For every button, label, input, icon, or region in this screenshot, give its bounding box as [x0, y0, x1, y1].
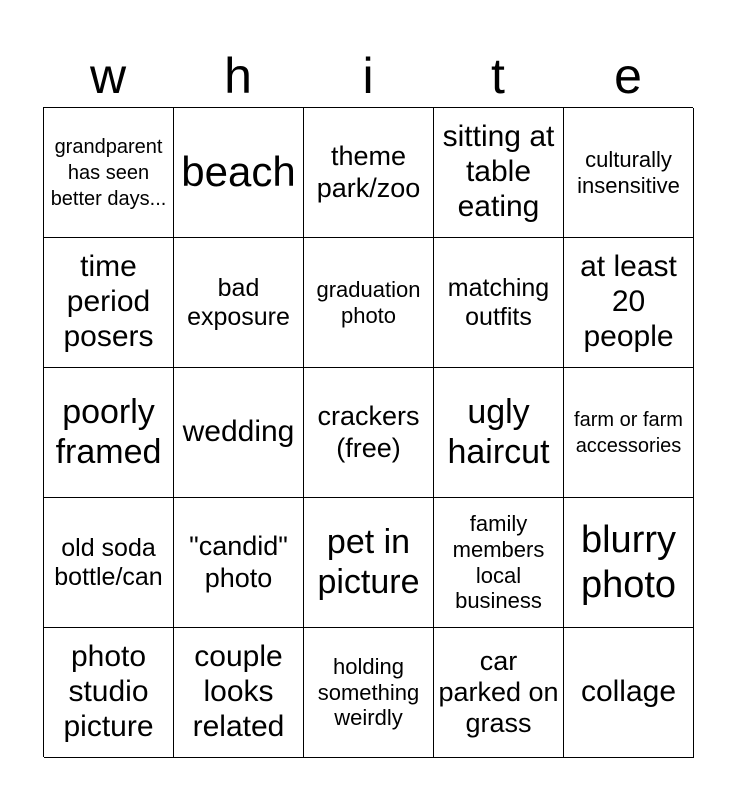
cell-text: sitting at table eating [442, 120, 555, 223]
header-letter-i: i [362, 48, 374, 104]
cell-text: car parked on grass [438, 645, 559, 739]
bingo-cell-r2c3[interactable] [304, 238, 434, 368]
bingo-cell-r4c5[interactable] [564, 498, 694, 628]
bingo-cell-r1c3[interactable] [304, 108, 434, 238]
bingo-cell-r4c3[interactable] [304, 498, 434, 628]
bingo-board [43, 107, 693, 757]
bingo-cell-r5c3[interactable] [304, 628, 434, 758]
cell-text: holding something weirdly [317, 654, 420, 731]
header-letter-t: t [491, 48, 505, 104]
cell-text: at least 20 people [580, 250, 677, 353]
cell-text: blurry photo [580, 519, 677, 606]
cell-text: culturally insensitive [577, 146, 680, 198]
bingo-cell-r5c1[interactable] [44, 628, 174, 758]
header-letter-w: w [89, 48, 127, 104]
cell-text: graduation photo [316, 276, 421, 328]
cell-text: pet in picture [317, 523, 420, 601]
bingo-cell-r1c2[interactable] [174, 108, 304, 238]
bingo-cell-r4c1[interactable] [44, 498, 174, 628]
cell-text: farm or farm accessories [574, 408, 683, 457]
bingo-cell-r4c4[interactable] [434, 498, 564, 628]
cell-text: bad exposure [187, 273, 290, 331]
cell-text: family members local business [452, 511, 545, 614]
bingo-cell-r2c2[interactable] [174, 238, 304, 368]
bingo-cell-r4c2[interactable] [174, 498, 304, 628]
bingo-cell-r2c5[interactable] [564, 238, 694, 368]
bingo-cell-r5c5[interactable] [564, 628, 694, 758]
cell-text: photo studio picture [63, 640, 154, 743]
bingo-cell-r1c5[interactable] [564, 108, 694, 238]
cell-text: crackers (free) [317, 401, 420, 463]
cell-text: time period posers [63, 250, 154, 353]
bingo-cell-r2c1[interactable] [44, 238, 174, 368]
header-letter-h: h [224, 48, 252, 104]
cell-text: beach [181, 148, 296, 196]
bingo-cell-r3c4[interactable] [434, 368, 564, 498]
cell-text: theme park/zoo [316, 141, 421, 203]
bingo-cell-r3c2[interactable] [174, 368, 304, 498]
bingo-cell-r1c1[interactable] [44, 108, 174, 238]
cell-text: poorly framed [55, 393, 162, 471]
bingo-cell-r3c5[interactable] [564, 368, 694, 498]
bingo-cell-r1c4[interactable] [434, 108, 564, 238]
bingo-header [43, 44, 693, 108]
cell-text: matching outfits [447, 273, 550, 331]
cell-text: collage [580, 675, 677, 709]
cell-text: couple looks related [192, 640, 285, 743]
cell-text: ugly haircut [447, 393, 550, 471]
cell-text: old soda bottle/can [54, 533, 163, 591]
bingo-cell-r3c1[interactable] [44, 368, 174, 498]
bingo-cell-r5c2[interactable] [174, 628, 304, 758]
bingo-cell-r2c4[interactable] [434, 238, 564, 368]
header-letter-e: e [614, 48, 642, 104]
cell-text: grandparent has seen better days... [50, 135, 167, 210]
cell-text: wedding [182, 415, 295, 449]
cell-text: "candid" photo [189, 531, 288, 593]
bingo-cell-r3c3[interactable] [304, 368, 434, 498]
bingo-cell-r5c4[interactable] [434, 628, 564, 758]
